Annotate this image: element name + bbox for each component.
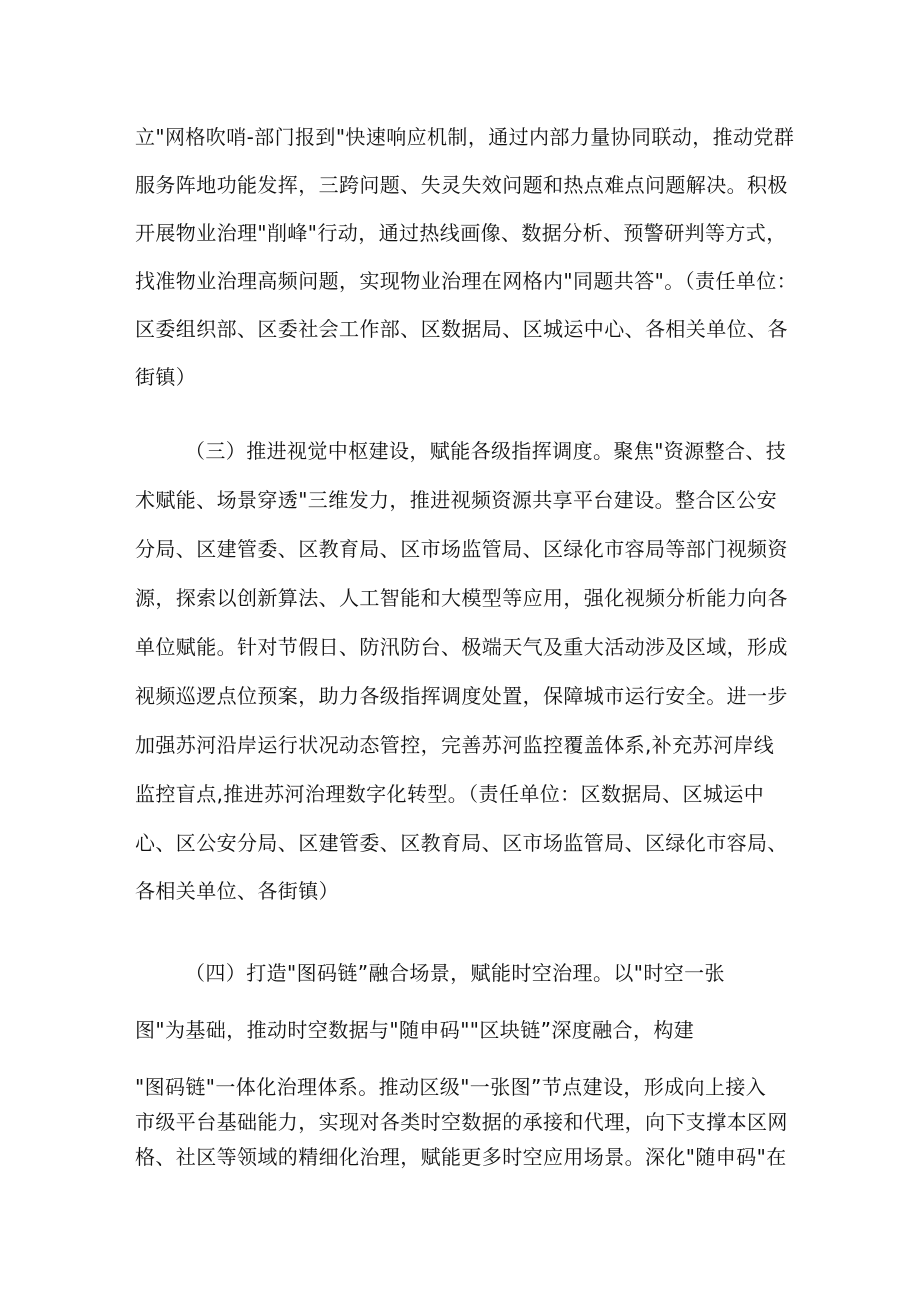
paragraph-line: 单位赋能。针对节假日、防汛防台、极端天气及重大活动涉及区域，形成: [135, 635, 788, 659]
paragraph-line: 市级平台基础能力，实现对各类时空数据的承接和代理，向下支撑本区网: [135, 1110, 788, 1134]
paragraph-line: 加强苏河沿岸运行状况动态管控，完善苏河监控覆盖体系,补充苏河岸线: [135, 733, 775, 757]
paragraph-line: 服务阵地功能发挥，三跨问题、失灵失效问题和热点难点问题解决。积极: [135, 173, 788, 197]
paragraph-line: 开展物业治理"削峰"行动，通过热线画像、数据分析、预警研判等方式，: [135, 221, 787, 245]
paragraph-line: "图码链"一体化治理体系。推动区级"一张图”节点建设，形成向上接入: [135, 1075, 767, 1099]
paragraph-line: 图"为基础，推动时空数据与"随申码""区块链”深度融合，构建: [135, 1018, 695, 1042]
paragraph-line: 格、社区等领域的精细化治理，赋能更多时空应用场景。深化"随申码"在: [135, 1145, 787, 1169]
paragraph-line: 监控盲点,推进苏河治理数字化转型。（责任单位：区数据局、区城运中: [135, 782, 765, 806]
paragraph-line: 术赋能、场景穿透"三维发力，推进视频资源共享平台建设。整合区公安: [135, 488, 777, 512]
section-heading-line: （四）打造"图码链”融合场景，赋能时空治理。以"时空一张: [185, 961, 725, 985]
paragraph-line: 街镇）: [135, 365, 197, 389]
paragraph-line: 区委组织部、区委社会工作部、区数据局、区城运中心、各相关单位、各: [135, 317, 788, 341]
paragraph-line: 各相关单位、各街镇）: [135, 879, 339, 903]
paragraph-line: 找准物业治理高频问题，实现物业治理在网格内"同题共答"。（责任单位：: [135, 269, 797, 293]
paragraph-line: 心、区公安分局、区建管委、区教育局、区市场监管局、区绿化市容局、: [135, 831, 788, 855]
paragraph-line: 分局、区建管委、区教育局、区市场监管局、区绿化市容局等部门视频资: [135, 537, 788, 561]
paragraph-line: 立"网格吹哨-部门报到"快速响应机制，通过内部力量协同联动，推动党群: [135, 125, 795, 149]
paragraph-line: 视频巡逻点位预案，助力各级指挥调度处置，保障城市运行安全。进一步: [135, 684, 788, 708]
paragraph-line: 源，探索以创新算法、人工智能和大模型等应用，强化视频分析能力向各: [135, 586, 788, 610]
section-heading-line: （三）推进视觉中枢建设，赋能各级指挥调度。聚焦"资源整合、技: [185, 439, 787, 463]
